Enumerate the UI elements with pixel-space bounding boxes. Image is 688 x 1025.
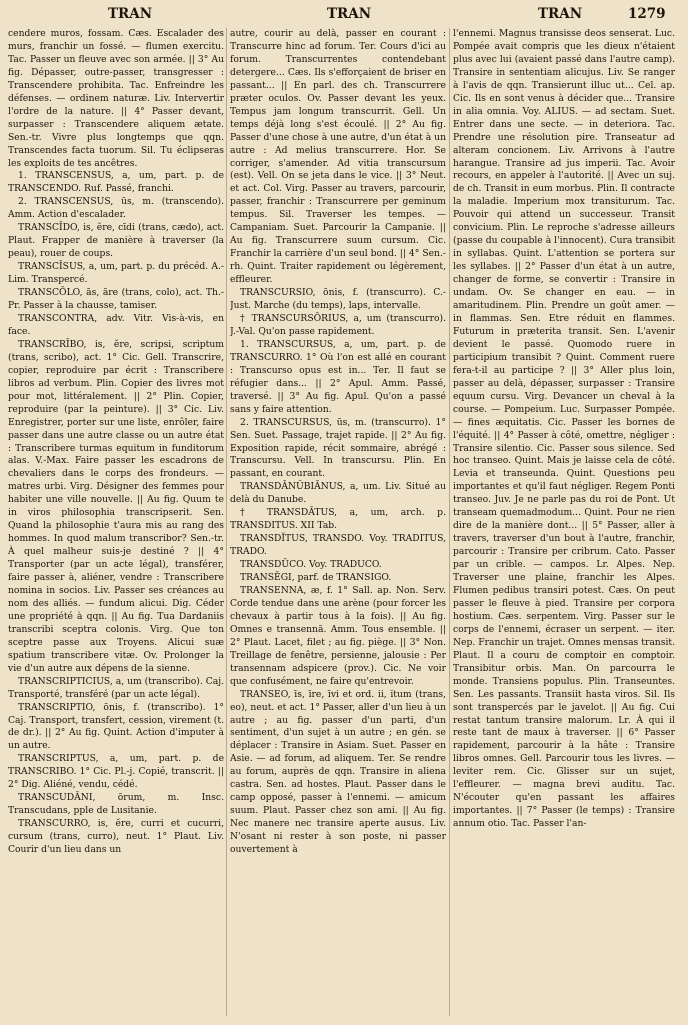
dictionary-entry: 1. TRANSCURSUS, a, um, part. p. de TRANSCURRO. 1° Où l'on est allé en courant : Transcurso opus est in... Ter. Il faut se réfugier dans... || 2° Apul. Amm. Passé, traversé. || 3° Au fig. Apul. Qu'on a passé sans y faire attention. [230,338,446,415]
dictionary-entry: TRANSCURSIO, ōnis, f. (transcurro). C.-Just. Marche (du temps), laps, intervalle. [230,287,446,312]
dictionary-entry: TRANSCĪDO, is, ĕre, cīdi (trans, cædo), act. Plaut. Frapper de manière à traverser (la peau), rouer de coups. [8,222,224,260]
dictionary-entry: † TRANSDĀTUS, a, um, arch. p. TRANSDITUS. XII Tab. [230,507,446,532]
dictionary-entry: TRANSCUDĀNI, ōrum, m. Insc. Transcudans, pple de Lusitanie. [8,792,224,817]
dictionary-entry: TRANSCURRO, is, ĕre, curri et cucurri, cursum (trans, curro), neut. 1° Plaut. Liv. Courir d'un lieu dans un [8,818,224,856]
dictionary-entry: † TRANSCURSŌRIUS, a, um (transcurro). J.-Val. Qu'on passe rapidement. [230,312,446,337]
running-head-right: TRAN [538,6,583,22]
dictionary-entry: autre, courir au delà, passer en courant : Transcurre hinc ad forum. Ter. Cours d'ici au forum. Transcurrentes contendebant detergere... Cæs. Ils s'efforçaient de briser en passant... || En parl. des ch. Transcurrere præter oculos. Ov. Passer devant les yeux. Tempus jam longum transcurrit. Gell. Un temps déjà long s'est écoulé. || 2° Au fig. Passer d'une chose à une autre, d'un état à un autre : Ad melius transcurrere. Hor. Se corriger, s'amender. Ad vitia transcursum (est). Vell. On se jeta dans le vice. || 3° Neut. et act. Col. Virg. Passer au travers, parcourir, passer, franchir : Transcurrere per geminum tempus. Sil. Traverser les tempes. — Campaniam. Suet. Parcourir la Campanie. || Au fig. Transcurrere suum cursum. Cic. Franchir la carrière d'un seul bond. || 4° Sen.-rh. Quint. Traiter rapidement ou légèrement, effleurer. [230,28,446,286]
dictionary-entry: TRANSDĬTUS, TRANSDO. Voy. TRADITUS, TRADO. [230,533,446,558]
column-1 [8,28,224,1016]
dictionary-entry: TRANSCŌLO, ās, āre (trans, colo), act. Th.-Pr. Passer à la chausse, tamiser. [8,287,224,312]
running-head-center: TRAN [327,6,372,22]
column-rule [449,28,450,1016]
dictionary-entry: TRANSCONTRA, adv. Vitr. Vis-à-vis, en face. [8,312,224,337]
dictionary-entry: TRANSCRIPTUS, a, um, part. p. de TRANSCRIBO. 1° Cic. Pl.-j. Copié, transcrit. || 2° Dig. Aliéné, vendu, cédé. [8,753,224,791]
column-2 [230,28,446,1016]
dictionary-entry: TRANSCRIPTIO, ōnis, f. (transcribo). 1° Caj. Transport, transfert, cession, virement (t. de dr.). || 2° Au fig. Quint. Action d'imputer à un autre. [8,701,224,752]
running-head-left: TRAN [108,6,153,22]
dictionary-entry: TRANSCĪSUS, a, um, part. p. du précéd. A.-Lim. Transpercé. [8,261,224,286]
dictionary-entry: TRANSDŪCO. Voy. TRADUCO. [240,559,382,571]
dictionary-entry: 2. TRANSCURSUS, ūs, m. (transcurro). 1° Sen. Suet. Passage, trajet rapide. || 2° Au fig. Exposition rapide, récit sommaire, abrégé : Transcursu. Vell. In transcursu. Plin. En passant, en courant. [230,416,446,480]
dictionary-entry: 2. TRANSCENSUS, ūs, m. (transcendo). Amm. Action d'escalader. [8,196,224,221]
dictionary-entry: 1. TRANSCENSUS, a, um, part. p. de TRANSCENDO. Ruf. Passé, franchi. [8,170,224,195]
dictionary-entry: TRANSĒGI, parf. de TRANSIGO. [240,572,392,584]
column-3 [453,28,675,1016]
dictionary-entry: TRANSCRIPTICIUS, a, um (transcribo). Caj. Transporté, transféré (par un acte légal). [8,675,224,700]
dictionary-entry: l'ennemi. Magnus transisse deos senserat. Luc. Pompée avait compris que les dieux n'étaient plus avec lui (avaient passé dans l'autre camp). Transire in sententiam alicujus. Liv. Se ranger à l'avis de qqn. Transierunt illuc ut... Cel. ap. Cic. Ils en sont venus à décider que... Transire in alia omnia. Voy. ALIUS. — ad sectam. Suet. Entrer dans une secte. — in deteriora. Tac. Prendre une résolution pire. Transeatur ad alteram concionem. Liv. Arrivons à l'autre harangue. Transire ad jus imperii. Tac. Avoir recours, en appeler à l'autorité. || Avec un suj. de ch. Transit in eum morbus. Plin. Il contracte la maladie. Imperium mox transiturum. Tac. Pouvoir qui attend un successeur. Transit convicium. Plin. Le reproche s'adresse ailleurs (passe du coupable à l'innocent). Cura transibit in syllabas. Quint. L'attention se portera sur les syllabes. || 2° Passer d'un état à un autre, changer de forme, se convertir : Transire in undam. Ov. Se changer en eau. — in amaritudinem. Plin. Prendre un goût amer. — in flammas. Sen. Etre réduit en flammes. Futurum in præterita transit. Sen. L'avenir devient le passé. Quomodo ruere in participium transibit ? Quint. Comment ruere fera-t-il au participe ? || 3° Aller plus loin, passer au delà, dépasser, surpasser : Transire equum cursu. Virg. Devancer un cheval à la course. — Pompeium. Luc. Surpasser Pompée. — fines æquitatis. Cic. Passer les bornes de l'équité. || 4° Passer à côté, omettre, négliger : Transire silentio. Cic. Passer sous silence. Sed hoc transeo. Quint. Mais je laisse cela de côté. Levia et transeunda. Quint. Questions peu importantes et qu'il faut négliger. Regem Ponti transeo. Juv. Je ne parle pas du roi de Pont. Ut transeam quemadmodum... Quint. Pour ne rien dire de la manière dont... || 5° Passer, aller à travers, traverser d'un bout à l'autre, franchir, parcourir : Transire per cribrum. Cato. Passer par un crible. — campos. Lr. Alpes. Nep. Traverser une plaine, franchir les Alpes. Flumen pedibus transiri potest. Cæs. On peut passer le fleuve à pied. Transire per corpora hostium. Cæs. serpentem. Virg. Passer sur le corps de l'ennemi, écraser un serpent. — iter. Nep. Franchir un trajet. Omnes mensas transit. Plaut. Il a couru de comptoir en comptoir. Transibitur orbis. Man. On parcourra le monde. Transiens populus. Plin. Transeuntes. Sen. Les passants. Transiit hasta viros. Sil. Ils sont transpercés par le javelot. || Au fig. Cui restat tantum transire malorum. Lr. À qui il reste tant de maux à traverser. || 6° Passer rapidement, parcourir à la hâte : Transire libros omnes. Gell. Parcourir tous les livres. — leviter rem. Cic. Glisser sur un sujet, l'effleurer. — magna brevi auditu. Tac. N'écouter qu'en passant les affaires importantes. || 7° Passer (le temps) : Transire annum otio. Tac. Passer l'an- [453,28,675,830]
dictionary-entry: TRANSDĀNŬBIĀNUS, a, um. Liv. Situé au delà du Danube. [230,481,446,506]
dictionary-entry: TRANSCRĪBO, is, ĕre, scripsi, scriptum (trans, scribo), act. 1° Cic. Gell. Transcrire, copier, reproduire par écrit : Transcribere libros ad verbum. Plin. Copier des livres mot pour mot, littéralement. || 2° Plin. Copier, reproduire (par la peinture). || 3° Cic. Liv. Enregistrer, porter sur une liste, enrôler, faire passer dans une autre classe ou un autre état : Transcribere turmas equitum in funditorum alas. V.-Max. Faire passer les escadrons de chevaliers dans le corps des frondeurs. — matres urbi. Virg. Désigner des femmes pour habiter une ville nouvelle. || Au fig. Quum te in viros philosophia transcripserit. Sen. Quand la philosophie t'aura mis au rang des hommes. In quod malum transcribor? Sen.-tr. À quel malheur suis-je destiné ? || 4° Transporter (par un acte légal), transférer, faire passer à, aliéner, vendre : Transcribere nomina in socios. Liv. Passer ses créances au nom des alliés. — fundum alicui. Dig. Céder une propriété à qqn. || Au fig. Tua Dardaniis transcribi sceptra colonis. Virg. Que ton sceptre passe aux Troyens. Alicui suæ spatium transcribere vitæ. Ov. Prolonger la vie d'un autre aux dépens de la sienne. [8,338,224,674]
dictionary-entry: TRANSEO, īs, īre, īvi et ord. ii, ĭtum (trans, eo), neut. et act. 1° Passer, aller d'un lieu à un autre ; au fig. passer d'un parti, d'un sentiment, d'un sujet à un autre ; en gén. se déplacer : Transire in Asiam. Suet. Passer en Asie. — ad forum, ad aliquem. Ter. Se rendre au forum, auprès de qqn. Transire in aliena castra. Sen. ad hostes. Plaut. Passer dans le camp opposé, passer à l'ennemi. — amicum suum. Plaut. Passer chez son ami. || Au fig. Nec manere nec transire aperte ausus. Liv. N'osant ni rester à son poste, ni passer ouvertement à [230,688,446,856]
column-rule [226,28,227,1016]
page-number: 1279 [628,6,666,22]
dictionary-entry: cendere muros, fossam. Cæs. Escalader des murs, franchir un fossé. — flumen exercitu. Tac. Passer un fleuve avec son armée. || 3° Au fig. Dépasser, outre-passer, transgresser : Transcendere prohibita. Tac. Enfreindre les défenses. — ordinem naturæ. Liv. Intervertir l'ordre de la nature. || 4° Passer devant, surpasser : Transcendere aliquem ætate. Sen.-tr. Vivre plus longtemps que qqn. Transcendes facta tuorum. Sil. Tu éclipseras les exploits de tes ancêtres. [8,28,224,169]
dictionary-entry: TRANSENNA, æ, f. 1° Sall. ap. Non. Serv. Corde tendue dans une arène (pour forcer les chevaux à partir tous à la fois). || Au fig. Omnes e transennā. Amm. Tous ensemble. || 2° Plaut. Lacet, filet ; au fig. piège. || 3° Non. Treillage de fenêtre, persienne, jalousie : Per transennam adspicere (prov.). Cic. Ne voir que confusément, ne faire qu'entrevoir. [230,584,446,687]
